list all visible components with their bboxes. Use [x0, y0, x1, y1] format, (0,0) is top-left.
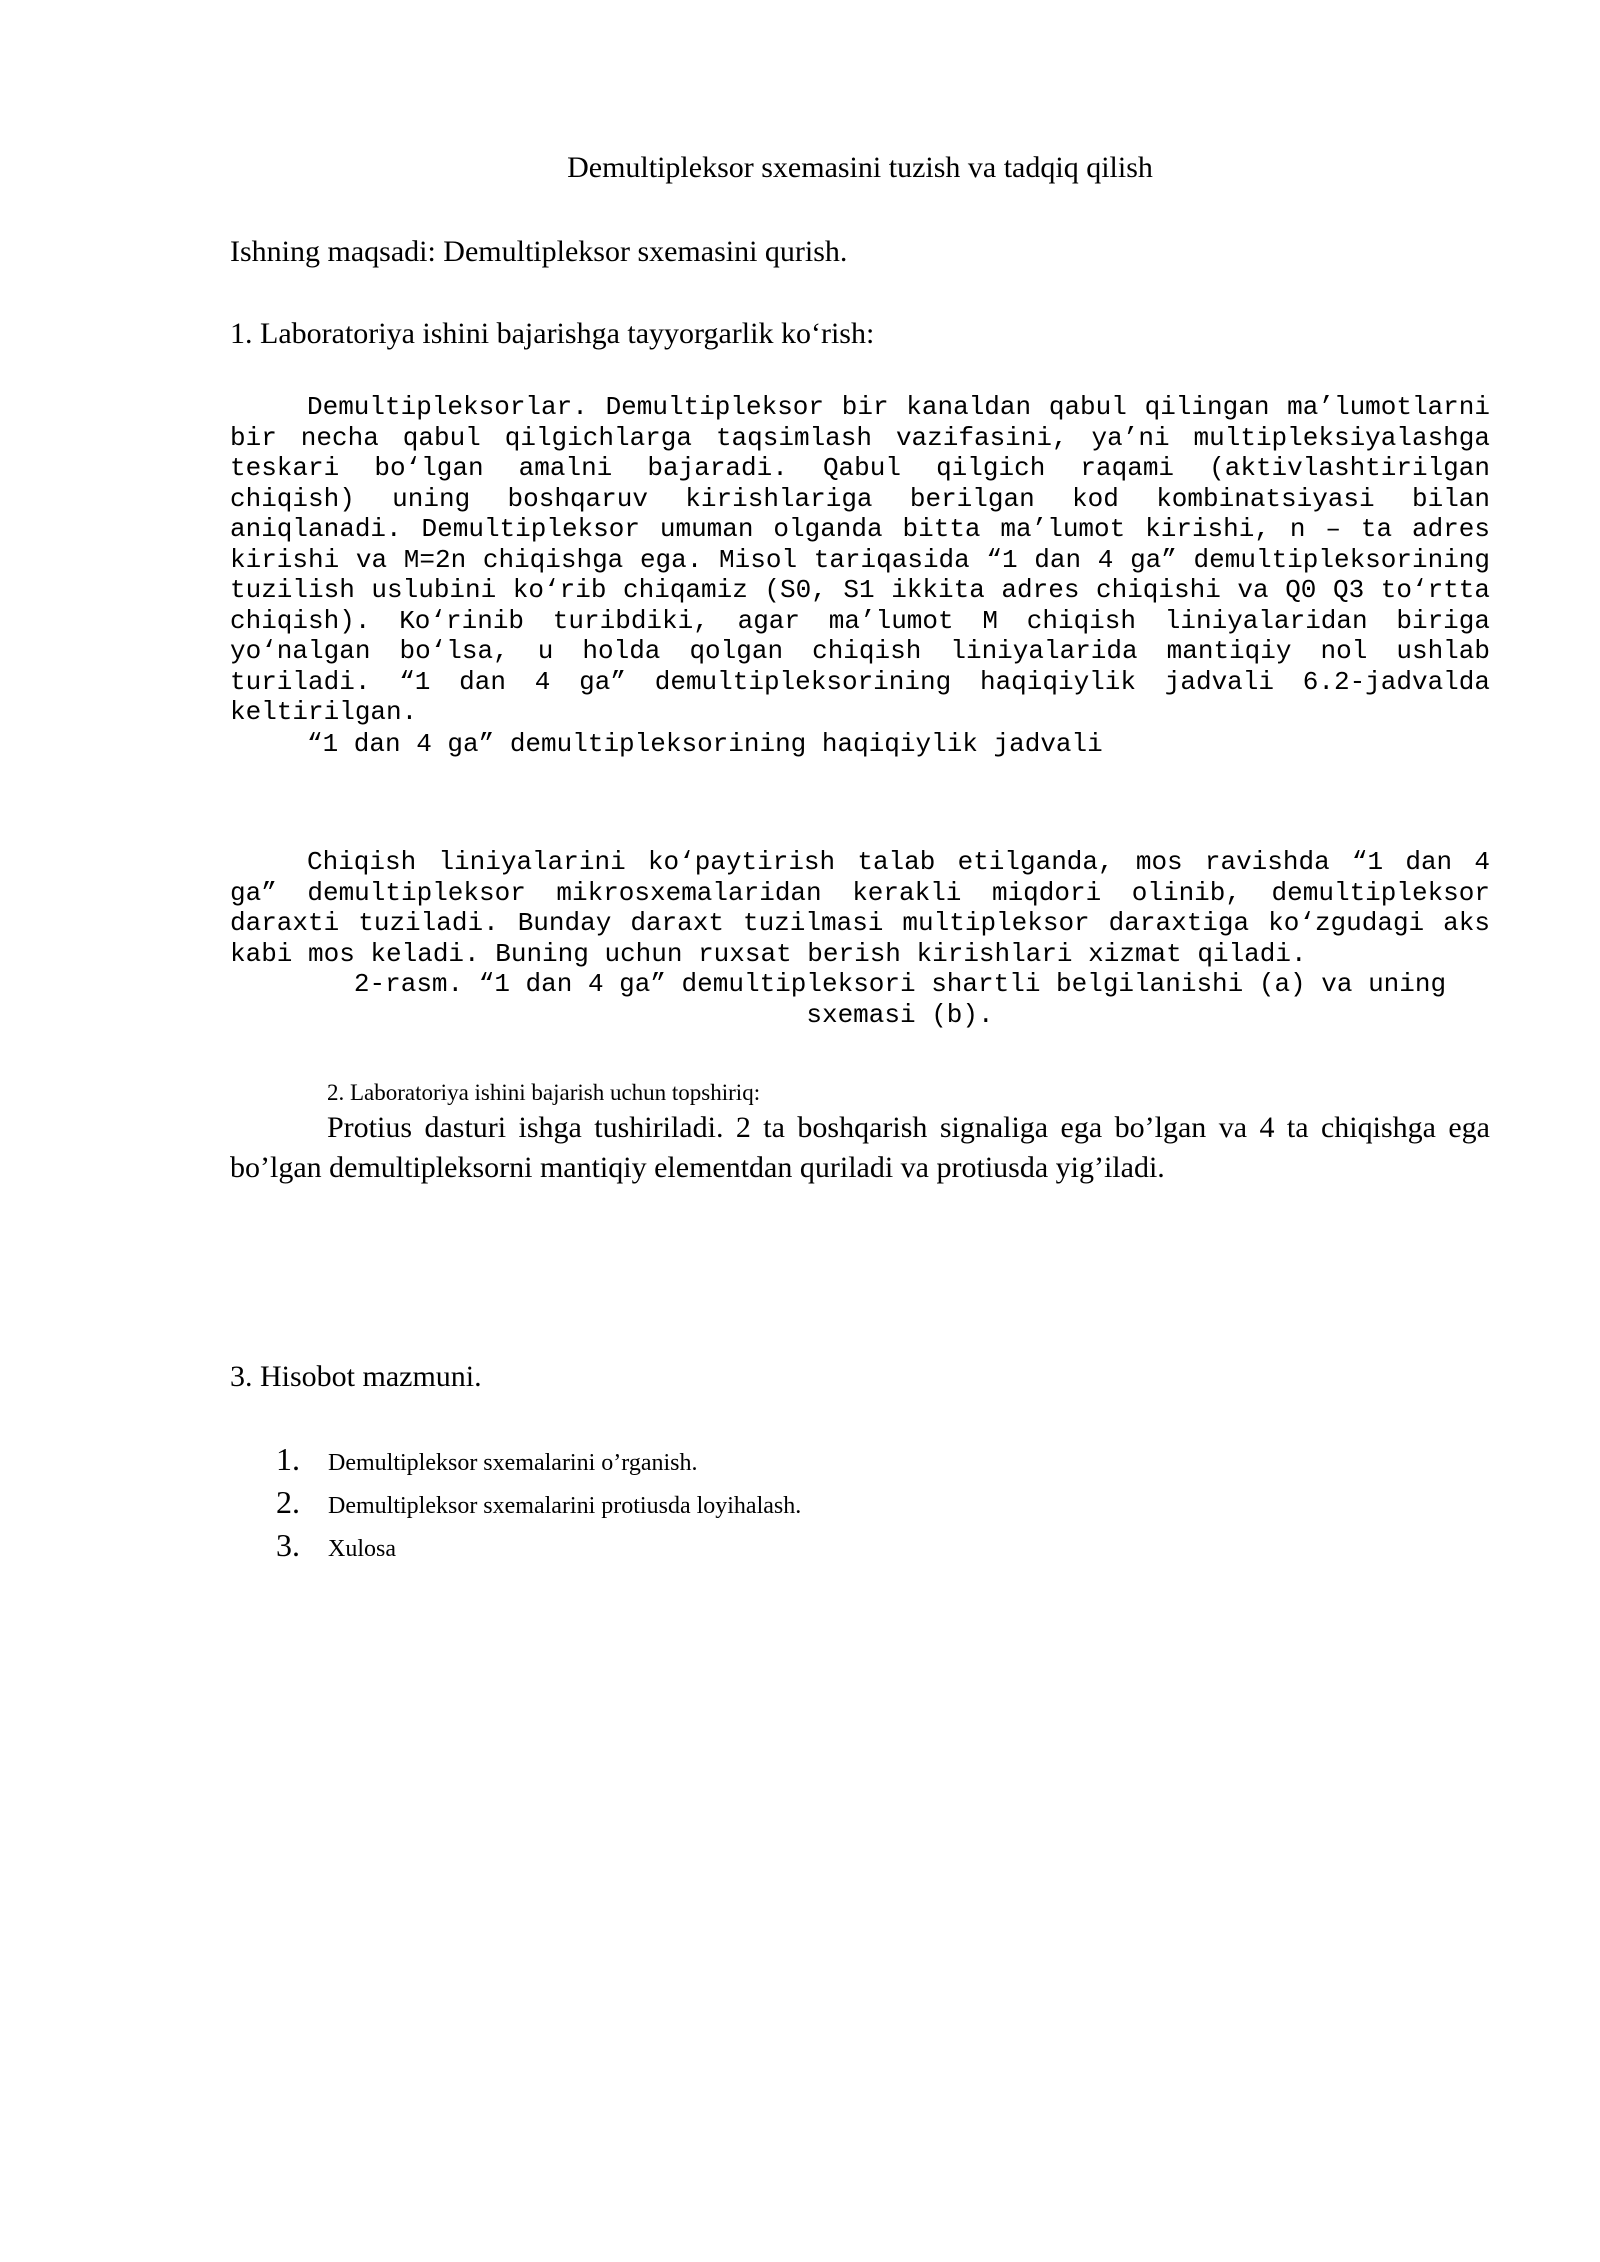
- list-item-number: 3.: [276, 1527, 300, 1563]
- section-3-heading: 3. Hisobot mazmuni.: [230, 1360, 482, 1393]
- figure-caption: 2-rasm. “1 dan 4 ga” demultipleksori shartli belgilanishi (a) va uning sxemasi (b).: [353, 969, 1447, 1030]
- list-item-text: Xulosa: [328, 1536, 396, 1562]
- list-item: [276, 1481, 1476, 1524]
- work-purpose: Ishning maqsadi: Demultipleksor sxemasini qurish.: [230, 235, 848, 268]
- section-2-heading: 2. Laboratoriya ishini bajarish uchun topshiriq:: [327, 1080, 761, 1105]
- list-item-number: 1.: [276, 1441, 300, 1477]
- list-item-text: Demultipleksor sxemalarini o’rganish.: [328, 1450, 698, 1476]
- task-description: Protius dasturi ishga tushiriladi. 2 ta boshqarish signaliga ega bo’lgan va 4 ta chiqishga ega bo’lgan demultipleksorni mantiqiy elementdan quriladi va protiusda yig’iladi.: [230, 1111, 1490, 1184]
- list-item: [276, 1438, 1476, 1481]
- paragraph-demultiplexors: Demultipleksorlar. Demultipleksor bir kanaldan qabul qilingan ma’lumotlarni bir necha qabul qilgichlarga taqsimlash vazifasini, ya’ni multipleksiyalashga teskari bo‘lgan amalni bajaradi. Qabul qilgich raqami (aktivlashtirilgan chiqish) uning boshqaruv kirishlariga berilgan kod kombinatsiyasi bilan aniqlanadi. Demultipleksor umuman olganda bitta ma’lumot kirishi, n – ta adres kirishi va M=2n chiqishga ega. Misol tariqasida “1 dan 4 ga” demultipleksorining tuzilish uslubini ko‘rib chiqamiz (S0, S1 ikkita adres chiqishi va Q0 Q3 to‘rtta chiqish). Ko‘rinib turibdiki, agar ma’lumot M chiqish liniyalaridan biriga yo‘nalgan bo‘lsa, u holda qolgan chiqish liniyalarida mantiqiy nol ushlab turiladi. “1 dan 4 ga” demultipleksorining haqiqiylik jadvali 6.2-jadvalda keltirilgan.: [230, 392, 1490, 727]
- truth-table-caption: “1 dan 4 ga” demultipleksorining haqiqiylik jadvali: [307, 729, 1103, 759]
- document-title: Demultipleksor sxemasini tuzish va tadqiq qilish: [567, 151, 1153, 184]
- list-item-text: Demultipleksor sxemalarini protiusda loyihalash.: [328, 1493, 802, 1519]
- paragraph-demux-tree: Chiqish liniyalarini ko‘paytirish talab etilganda, mos ravishda “1 dan 4 ga” demultipleksor mikrosxemalaridan kerakli miqdori olinib, demultipleksor daraxti tuziladi. Bunday daraxt tuzilmasi multipleksor daraxtiga ko‘zgudagi aks kabi mos keladi. Buning uchun ruxsat berish kirishlari xizmat qiladi.: [230, 847, 1490, 969]
- report-contents-list: [276, 1438, 1476, 1567]
- list-item: [276, 1524, 1476, 1567]
- list-item-number: 2.: [276, 1484, 300, 1520]
- section-1-heading: 1. Laboratoriya ishini bajarishga tayyorgarlik ko‘rish:: [230, 317, 875, 350]
